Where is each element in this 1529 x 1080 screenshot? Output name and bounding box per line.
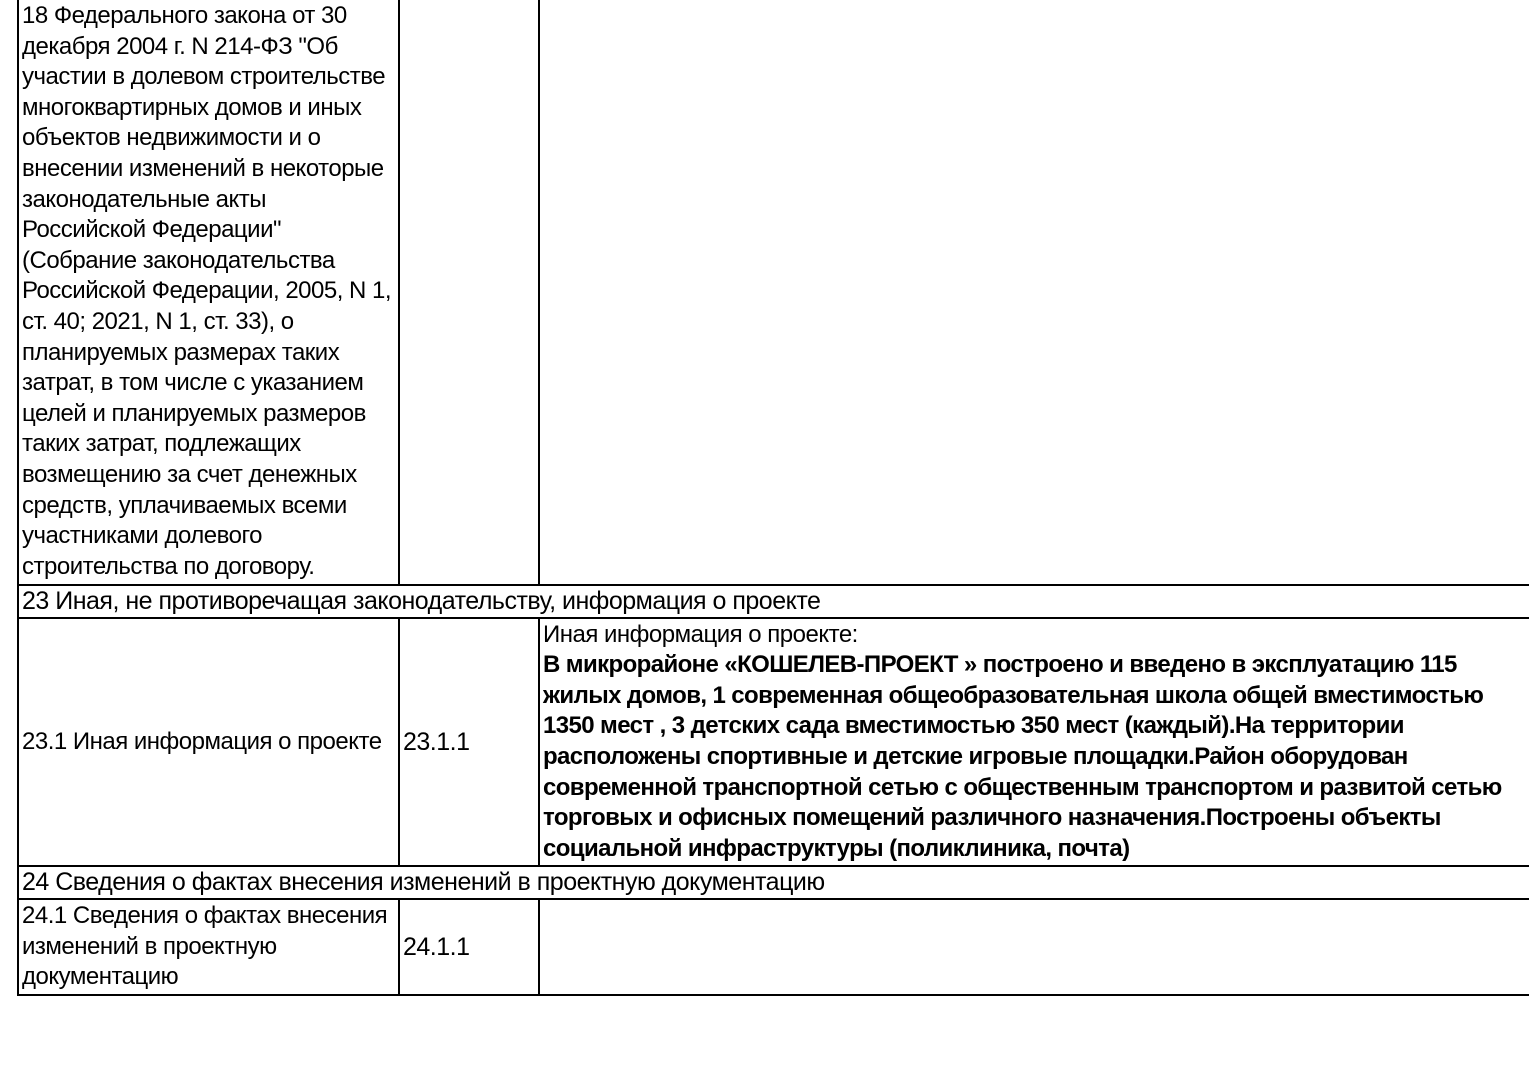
row-24-1-value (539, 899, 1529, 995)
row-23-1-value-body: В микрорайоне «КОШЕЛЕВ-ПРОЕКТ » построено и введено в эксплуатацию 115 жилых домов, 1 современная общеобразовательная школа общей вместимостью 1350 мест , 3 детских сада вместимостью 350 мест (каждый).На территории расположены спортивные и детские игровые площадки.Район оборудован современной транспортной сетью с общественным транспортом и развитой сетью торговых и офисных помещений различного назначения.Построены объекты социальной инфраструктуры (поликлиника, почта) (543, 651, 1502, 862)
row-23-1 (18, 618, 1529, 867)
row-23-1-value-intro: Иная информация о проекте: (543, 620, 858, 648)
declaration-table (17, 0, 1529, 996)
row-23-1-label: 23.1 Иная информация о проекте (18, 618, 399, 867)
row-23-1-value (539, 618, 1529, 867)
section-23-heading: 23 Иная, не противоречащая законодательству, информация о проекте (18, 585, 1529, 618)
row-24-1 (18, 899, 1529, 995)
law-continuation-code-cell (399, 0, 539, 585)
row-24-1-code: 24.1.1 (399, 899, 539, 995)
law-continuation-text: 18 Федерального закона от 30 декабря 2004 г. N 214-ФЗ "Об участии в долевом строительстве многоквартирных домов и иных объектов недвижимости и о внесении изменений в некоторые законодательные акты Российской Федерации" (Собрание законодательства Российской Федерации, 2005, N 1, ст. 40; 2021, N 1, ст. 33), о планируемых размерах таких затрат, в том числе с указанием целей и планируемых размеров таких затрат, подлежащих возмещению за счет денежных средств, уплачиваемых всеми участниками долевого строительства по договору. (18, 0, 399, 585)
section-24-row (18, 866, 1529, 899)
section-23-row (18, 585, 1529, 618)
law-continuation-value-cell (539, 0, 1529, 585)
row-law-continuation (18, 0, 1529, 585)
section-24-heading: 24 Сведения о фактах внесения изменений в проектную документацию (18, 866, 1529, 899)
row-23-1-code: 23.1.1 (399, 618, 539, 867)
row-24-1-label: 24.1 Сведения о фактах внесения изменений в проектную документацию (18, 899, 399, 995)
